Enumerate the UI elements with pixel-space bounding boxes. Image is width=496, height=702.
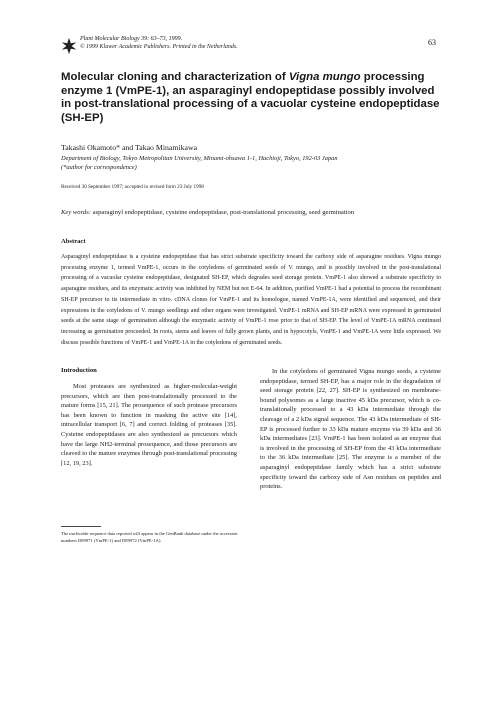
article-title (61, 71, 441, 125)
abstract-body (61, 252, 441, 348)
title-part-1: Molecular cloning and characterization of (61, 71, 289, 83)
abstract-heading: Abstract (61, 238, 86, 245)
received-dates: Received 30 September 1997; accepted in revised form 23 July 1998 (61, 184, 204, 190)
title-part-2: processing enzyme 1 (VmPE-1), an asparaginyl endopeptidase possibly involved in post-translational processing of a vacuolar cysteine endopeptidase (SH-EP) (61, 71, 440, 124)
publisher-line: © 1999 Kluwer Academic Publishers. Printed in the Netherlands. (80, 44, 238, 50)
introduction-heading: Introduction (61, 367, 97, 374)
affiliation (61, 154, 446, 172)
publisher-logo-icon (60, 37, 78, 55)
footnote: The nucleotide sequence data reported will appear in the GenBank database under the accession numbers D89971 (VmPE-1) and D89972 (VmPE-1A). (61, 531, 238, 543)
journal-info (80, 35, 300, 51)
journal-line: Plant Molecular Biology 39: 63–73, 1999. (80, 36, 183, 42)
affiliation-line: Department of Biology, Tokyo Metropolitan University, Minami-ohsawa 1-1, Hachioji, Tokyo, 192-03 Japan (61, 155, 338, 162)
correspondence-note: (*author for correspondence) (61, 164, 137, 171)
keywords (61, 209, 451, 216)
authors: Takashi Okamoto* and Takao Minamikawa (61, 143, 198, 152)
intro-paragraph-1: Most proteases are synthesized as higher-molecular-weight precursors, which are then post-translationally processed to the mature forms [15, 21]. The prosequence of such protease precursors has been known to function in masking the active site [14], intracellular transport [6, 7] and correct folding of proteases [35]. Cysteine endopeptidases are also synthesized as precursors which have the large NH2-terminal prosequence, and those precursors are cleaved to the mature enzymes through post-translational processing [12, 19, 23]. (61, 383, 237, 467)
title-species: Vigna mungo (288, 71, 361, 83)
keywords-label: Key words: (61, 209, 91, 216)
abstract-text: Asparaginyl endopeptidase is a cysteine endopeptidase that has strict substrate specificity toward the carboxy side of asparagine residues. Vigna mungo processing enzyme 1, termed VmPE-1, occurs in the cotyledons of germinated seeds of V. mungo, and is possibly involved in the post-translational processing of a vacuolar cysteine endopeptidase, designated SH-EP, which degrades seed storage protein. VmPE-1 also showed a substrate specificity to asparagine residues, and its enzymatic activity was inhibited by NEM but not E-64. In addition, purified VmPE-1 had a potential to process the recombinant SH-EP precursor to its intermediate in vitro. cDNA clones for VmPE-1 and its homologue, named VmPE-1A, were identified and sequenced, and their expressions in the cotyledons of V. mungo seedlings and other organs were investigated. VmPE-1 mRNA and SH-EP mRNA were expressed in germinated seeds at the same stage of germination although the enzymatic activity of VmPE-1 rose prior to that of SH-EP. The level of VmPE-1A mRNA continued increasing as germination proceeded. In roots, stems and leaves of fully grown plants, and in hypocotyls, VmPE-1 and VmPE-1A were little expressed. We discuss possible functions of VmPE-1 and VmPE-1A in the cotyledons of germinated seeds. (61, 254, 441, 346)
footnote-divider (61, 526, 101, 527)
intro-column-right (260, 367, 441, 492)
intro-column-left (61, 382, 237, 468)
intro-paragraph-2: In the cotyledons of germinated Vigna mungo seeds, a cysteine endopeptidase, termed SH-EP, has a major role in the degradation of seed storage protein [22, 27]. SH-EP is synthesized on membrane-bound polysomes as a large inactive 45 kDa precursor, which is co-translationally processed to a 43 kDa intermediate through the cleavage of a 2 kDa signal sequence. The 43 kDa intermediate of SH-EP is processed further to 33 kDa mature enzyme via 39 kDa and 36 kDa intermediates [23]. VmPE-1 has been isolated as an enzyme that is involved in the processing of SH-EP from the 43 kDa intermediate to the 36 kDa intermediate [25]. The enzyme is a member of the asparaginyl endopeptidase family which has a strict substrate specificity toward the carboxy side of Asn residues on peptides and proteins. (260, 368, 441, 491)
page-number: 63 (428, 38, 436, 47)
keywords-text: asparaginyl endopeptidase, cysteine endopeptidase, post-translational processing, seed germination (92, 209, 355, 216)
